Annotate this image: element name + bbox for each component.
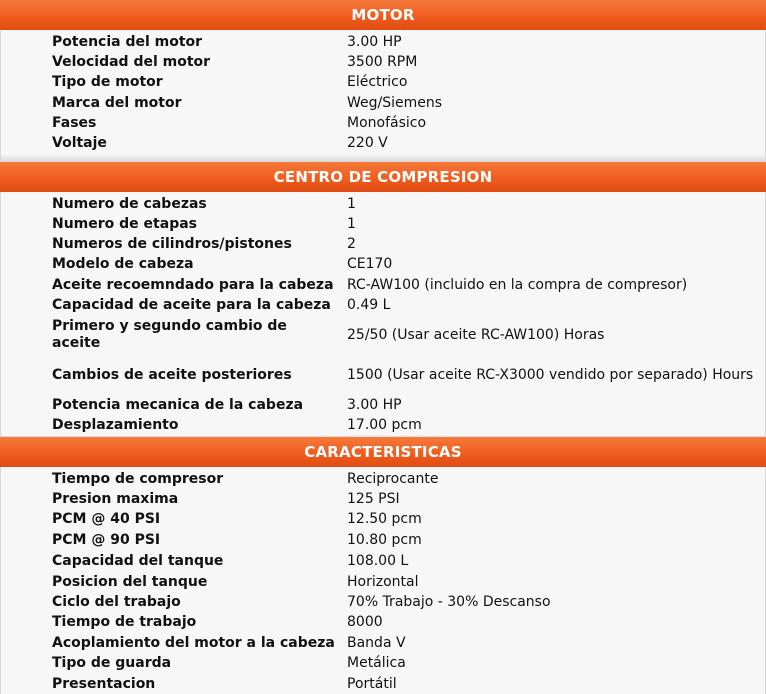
spec-row <box>1 592 765 612</box>
spec-label: Tiempo de trabajo <box>52 614 197 630</box>
spec-row <box>1 72 765 93</box>
spec-row <box>1 415 765 435</box>
spec-row <box>1 133 765 154</box>
spec-label: Posicion del tanque <box>52 573 208 590</box>
spec-label: Modelo de cabeza <box>52 256 194 272</box>
spec-value: 3.00 HP <box>347 396 402 413</box>
spec-label: Tipo de guarda <box>52 655 172 671</box>
spec-value: 1 <box>347 195 356 212</box>
spec-value: Eléctrico <box>347 74 408 90</box>
spec-value: 12.50 pcm <box>347 511 422 527</box>
spec-label: Desplazamiento <box>52 416 179 433</box>
spec-value: 10.80 pcm <box>347 532 422 548</box>
spec-value: 3.00 HP <box>347 33 402 50</box>
spec-row <box>1 572 765 592</box>
spec-value: 25/50 (Usar aceite RC-AW100) Horas <box>347 326 605 343</box>
spec-row <box>1 674 765 694</box>
spec-row <box>1 509 765 530</box>
spec-label: Ciclo del trabajo <box>52 593 181 610</box>
spec-label: Cambios de aceite posteriores <box>52 366 292 383</box>
spec-row <box>1 469 765 489</box>
spec-label: Fases <box>52 114 97 131</box>
spec-value: 70% Trabajo - 30% Descanso <box>347 593 551 610</box>
spec-value: 1500 (Usar aceite RC-X3000 vendido por separado) Hours <box>347 366 754 383</box>
spec-value: 2 <box>347 235 356 252</box>
spec-row <box>1 653 765 674</box>
spec-row <box>1 395 765 415</box>
spec-value: CE170 <box>347 256 393 272</box>
spec-label: Numero de etapas <box>52 215 197 232</box>
spec-value: 17.00 pcm <box>347 416 422 433</box>
spec-row <box>1 234 765 254</box>
spec-label: Potencia mecanica de la cabeza <box>52 396 304 413</box>
spec-label: Voltaje <box>52 135 107 151</box>
spec-row <box>1 52 765 72</box>
spec-label: Velocidad del motor <box>52 53 211 70</box>
spec-row <box>1 295 765 315</box>
spec-label: Numeros de cilindros/pistones <box>52 235 292 252</box>
section-motor <box>0 0 766 162</box>
section-header-caracteristicas: CARACTERISTICAS <box>0 437 766 467</box>
spec-row <box>1 551 765 572</box>
spec-value: 8000 <box>347 614 383 630</box>
spec-value: 220 V <box>347 135 388 151</box>
spec-row <box>1 489 765 509</box>
spec-label: Primero y segundo cambio de aceite <box>52 318 287 351</box>
spec-label: PCM @ 90 PSI <box>52 532 161 548</box>
section-centro-de-compresion <box>0 162 766 437</box>
spec-value: Weg/Siemens <box>347 94 443 111</box>
spec-row <box>1 315 765 355</box>
spec-row <box>1 32 765 52</box>
spec-row <box>1 530 765 551</box>
section-body-centro-de-compresion <box>0 192 766 437</box>
spec-row <box>1 355 765 395</box>
spec-value: Reciprocante <box>347 470 439 487</box>
spec-value: 108.00 L <box>347 553 409 569</box>
spec-label: Capacidad de aceite para la cabeza <box>52 296 331 313</box>
spec-label: Numero de cabezas <box>52 195 207 212</box>
spec-label: Presentacion <box>52 675 156 692</box>
spec-row <box>1 194 765 214</box>
spec-row <box>1 612 765 633</box>
spec-label: Marca del motor <box>52 94 182 111</box>
spec-value: Monofásico <box>347 114 427 131</box>
section-body-caracteristicas <box>0 467 766 694</box>
spec-value: RC-AW100 (incluido en la compra de compresor) <box>347 276 688 293</box>
spec-label: Aceite recoemndado para la cabeza <box>52 276 334 293</box>
spec-row <box>1 214 765 234</box>
section-header-centro-de-compresion: CENTRO DE COMPRESION <box>0 162 766 192</box>
section-caracteristicas <box>0 437 766 694</box>
spec-label: Presion maxima <box>52 490 179 507</box>
spec-value: 3500 RPM <box>347 53 418 70</box>
spec-row <box>1 93 765 113</box>
spec-value: 125 PSI <box>347 490 400 507</box>
spec-label: Tiempo de compresor <box>52 470 224 487</box>
spec-value: 1 <box>347 215 356 232</box>
spec-row <box>1 633 765 653</box>
spec-label: Potencia del motor <box>52 33 203 50</box>
spec-row <box>1 275 765 295</box>
spec-value: Metálica <box>347 655 406 671</box>
section-header-motor: MOTOR <box>0 0 766 30</box>
spec-value: Horizontal <box>347 573 419 590</box>
spec-label: Tipo de motor <box>52 74 163 90</box>
spec-value: Portátil <box>347 675 397 692</box>
spec-row <box>1 113 765 133</box>
spec-label: Acoplamiento del motor a la cabeza <box>52 634 335 651</box>
section-body-motor <box>0 30 766 162</box>
spec-value: Banda V <box>347 634 406 651</box>
spec-label: PCM @ 40 PSI <box>52 511 161 527</box>
spec-label: Capacidad del tanque <box>52 553 224 569</box>
spec-value: 0.49 L <box>347 296 391 313</box>
spec-row <box>1 254 765 275</box>
